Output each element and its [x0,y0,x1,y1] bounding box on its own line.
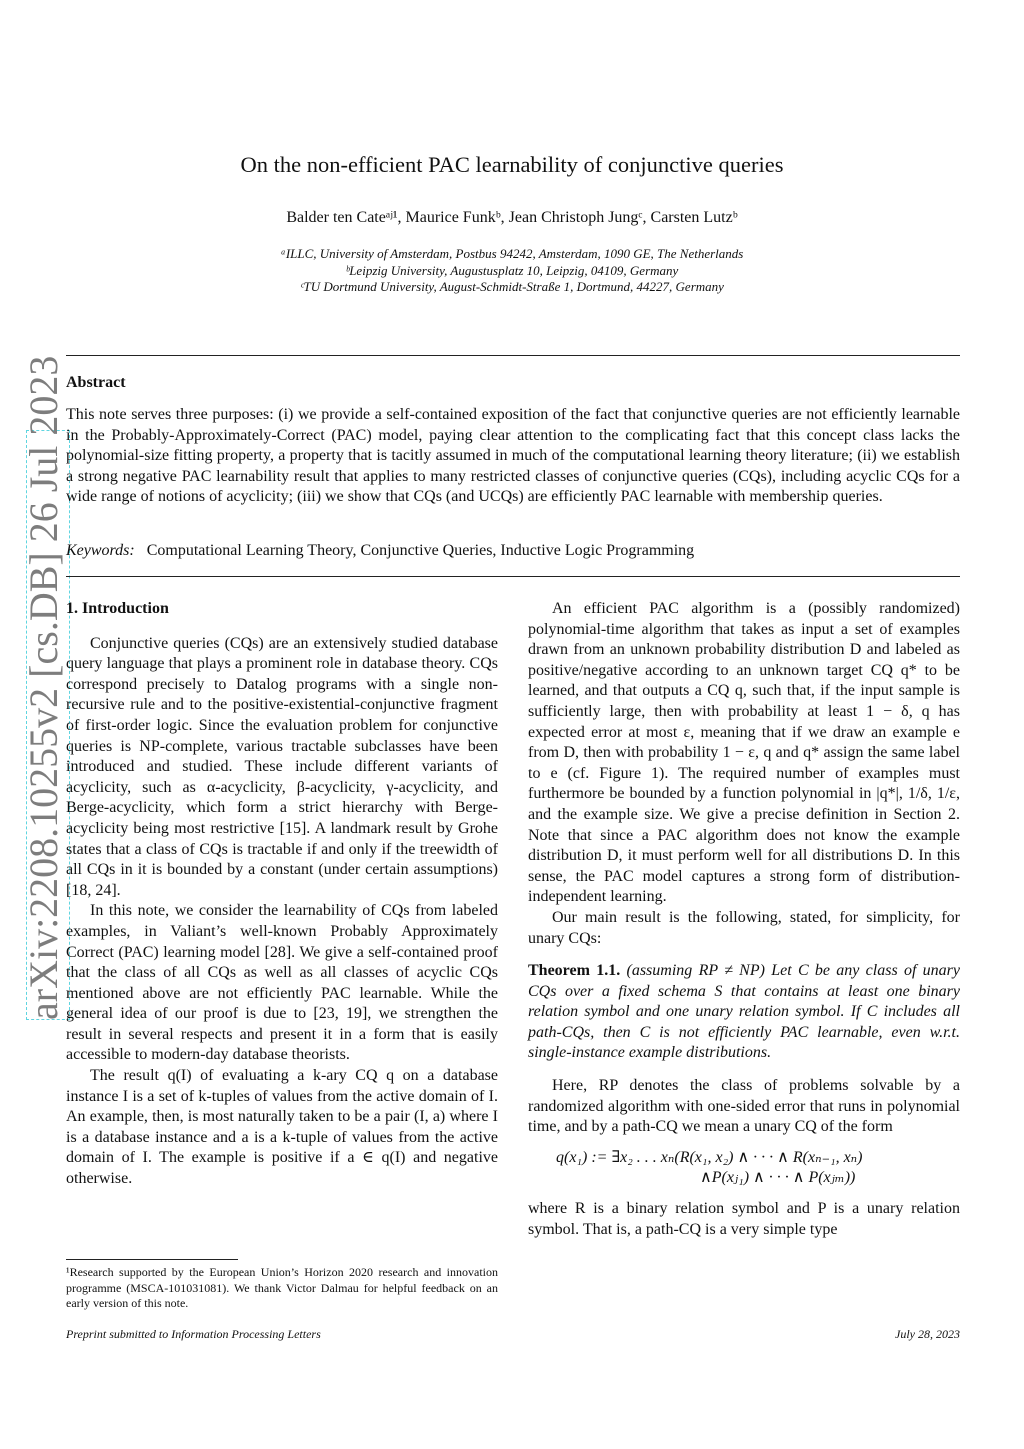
equation-line-2: ∧P(xⱼ₁) ∧ · · · ∧ P(xⱼₘ)) [700,1169,856,1187]
keywords-label: Keywords: [66,542,135,559]
equation-line-1: q(x₁) := ∃x₂ . . . xₙ(R(x₁, x₂) ∧ · · · ∧ R(xₙ₋₁, xₙ) [556,1148,863,1166]
abstract-bottom-rule [66,576,960,577]
abstract-heading: Abstract [66,374,126,391]
theorem-text: (assuming RP ≠ NP) Let C be any class of unary CQs over a fixed schema S that contains at least one binary relation symbol and one unary relation symbol. If C includes all path-CQs, then C is not efficiently PAC learnable, even w.r.t. single-instance example distributions. [528,962,961,1062]
top-rule [66,355,960,356]
section-heading: 1. Introduction [66,600,169,617]
intro-paragraph-3: The result q(I) of evaluating a k-ary CQ q on a database instance I is a set of k-tuples of values from the active domain of I. An example, then, is most naturally taken to be a pair (I, a) where I is a database instance and a is a k-tuple of values from the active domain of I. The example is positive if a ∈ q(I) and negative otherwise. [66,1067,498,1188]
arxiv-stamp-text: arXiv:2208.10255v2 [cs.DB] 26 Jul 2023 [21,355,66,1020]
left-column [66,599,498,1190]
right-column [528,599,960,1240]
author-list: Balder ten Cateᵃʲ¹, Maurice Funkᵇ, Jean Christoph Jungᶜ, Carsten Lutzᵇ [286,209,738,226]
affiliation-c: ᶜTU Dortmund University, August-Schmidt-Straße 1, Dortmund, 44227, Germany [300,279,724,294]
keywords-line [66,542,694,560]
affiliation-a: ᵃILLC, University of Amsterdam, Postbus 94242, Amsterdam, 1090 GE, The Netherlands [280,246,744,261]
footnote-rule [66,1259,238,1260]
right-paragraph-4: where R is a binary relation symbol and P is a unary relation symbol. That is, a path-CQ is a very simple type [528,1200,960,1238]
intro-paragraph-2: In this note, we consider the learnability of CQs from labeled examples, in Valiant’s well-known Probably Approximately Correct (PAC) learning model [28]. We give a self-contained proof that the class of all CQs as well as all classes of acyclic CQs mentioned above are not efficiently PAC learnable. While the general idea of our proof is due to [23, 19], we strengthen the result in several respects and present it in a form that is easily accessible to modern-day database theorists. [66,902,498,1064]
affiliation-b: ᵇLeipzig University, Augustusplatz 10, Leipzig, 04109, Germany [345,263,679,278]
footnote: ¹Research supported by the European Union’s Horizon 2020 research and innovation programme (MSCA-101031081). We thank Victor Dalmau for helpful feedback on an early version of this note. [66,1265,498,1310]
footer-preprint-note: Preprint submitted to Information Processing Letters [66,1327,321,1341]
paper-title: On the non-efficient PAC learnability of conjunctive queries [240,152,784,177]
intro-paragraph-1: Conjunctive queries (CQs) are an extensively studied database query language that plays a prominent role in database theory. CQs correspond precisely to Datalog programs with a single non-recursive rule and to the positive-existential-conjunctive fragment of first-order logic. Since the evaluation problem for conjunctive queries is NP-complete, various tractable subclasses have been introduced and studied. These include different variants of acyclicity, such as α-acyclicity, β-acyclicity, γ-acyclicity, and Berge-acyclicity, which form a strict hierarchy with Berge-acyclicity being most restrictive [15]. A landmark result by Grohe states that a class of CQs is tractable if and only if the treewidth of all CQs in it is bounded by a constant (under certain assumptions) [18, 24]. [66,634,498,899]
theorem-1-1 [528,961,960,1064]
footer-date: July 28, 2023 [895,1327,960,1341]
right-paragraph-2: Our main result is the following, stated, for simplicity, for unary CQs: [528,908,960,947]
right-paragraph-3: Here, RP denotes the class of problems solvable by a randomized algorithm with one-sided error that runs in polynomial time, and by a path-CQ we mean a unary CQ of the form [528,1077,960,1136]
keywords-text: Computational Learning Theory, Conjunctive Queries, Inductive Logic Programming [146,542,695,559]
theorem-label: Theorem 1.1. [528,962,621,980]
right-paragraph-1: An efficient PAC algorithm is a (possibly randomized) polynomial-time algorithm that takes as input a set of examples drawn from an unknown probability distribution D and labeled as positive/negative according to an unknown target CQ q* to be learned, and that outputs a CQ q, such that, if the input sample is sufficiently large, then with probability at least 1 − δ, q has expected error at most ε, meaning that if we draw an example e from D, then with probability 1 − ε, q and q* assign the same label to e (cf. Figure 1). The required number of examples must furthermore be bounded by a function polynomial in |q*|, 1/δ, 1/ε, and the example size. We give a precise definition in Section 2. Note that since a PAC algorithm does not know the example distribution D, it must perform well for all distributions D. In this sense, the PAC model captures a strong form of distribution-independent learning. [528,600,960,906]
abstract-text: This note serves three purposes: (i) we provide a self-contained exposition of the fact that conjunctive queries are not efficiently learnable in the Probably-Approximately-Correct (PAC) model, paying clear attention to the complicating fact that this concept class lacks the polynomial-size fitting property, a property that is tacitly assumed in much of the computational learning theory literature; (ii) we establish a strong negative PAC learnability result that applies to many restricted classes of conjunctive queries (CQs), including acyclic CQs for a wide range of notions of acyclicity; (iii) we show that CQs (and UCQs) are efficiently PAC learnable with membership queries. [66,406,960,506]
